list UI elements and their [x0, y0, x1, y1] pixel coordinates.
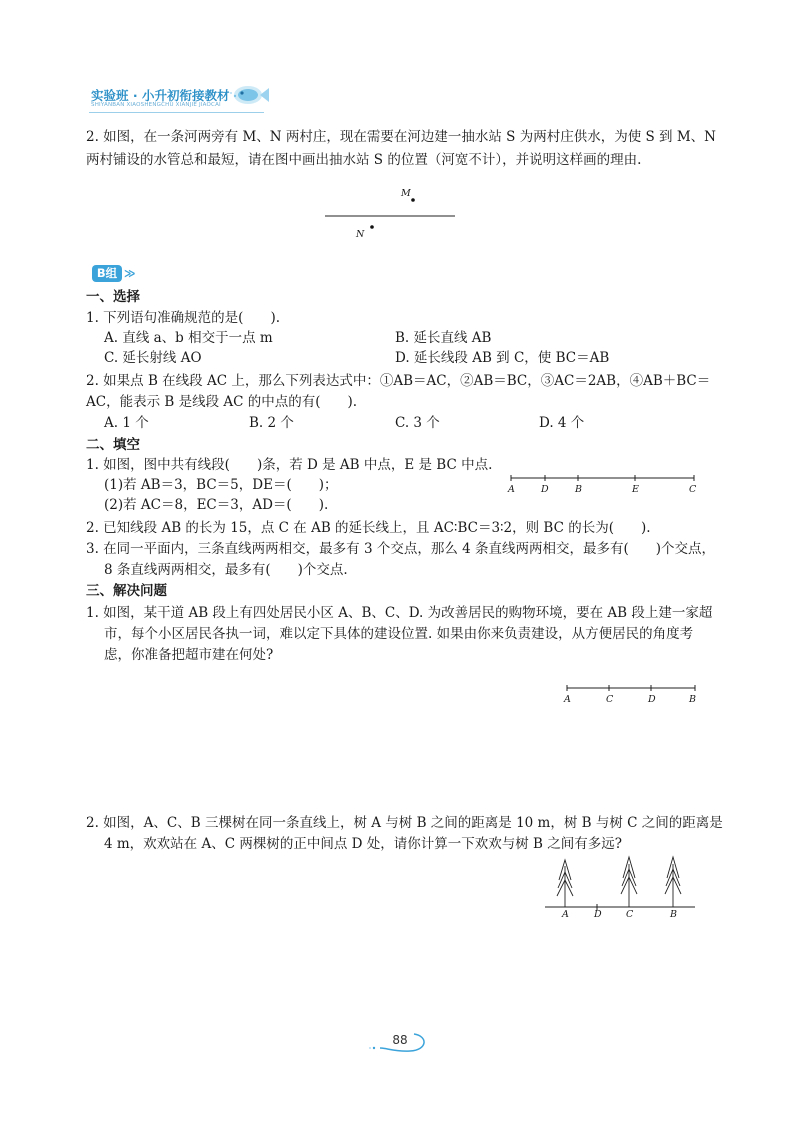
header-title: 实验班 · 小升初衔接教材 — [91, 88, 230, 103]
option-d: D. 4 个 — [539, 415, 585, 431]
point-label: A — [562, 909, 569, 920]
group-badge: B组 — [92, 265, 122, 282]
header-rule — [89, 112, 264, 113]
question-text: 8 条直线两两相交，最多有( )个交点. — [104, 562, 348, 578]
point-label: D — [541, 484, 549, 495]
question-text: 4 m，欢欢站在 A、C 两棵树的正中间点 D 处，请你计算一下欢欢与树 B 之间有多远? — [104, 836, 622, 852]
question-text: 2. 如图，A、C、B 三棵树在同一条直线上，树 A 与树 B 之间的距离是 10 m，树 B 与树 C 之间的距离是 — [86, 815, 723, 831]
option-a: A. 直线 a、b 相交于一点 m — [104, 330, 273, 346]
option-c: C. 3 个 — [395, 415, 440, 431]
question-text: 市，每个小区居民各执一词，难以定下具体的建设位置. 如果由你来负责建设，从方便居民的角度考 — [104, 626, 694, 642]
option-d: D. 延长线段 AB 到 C，使 BC＝AB — [395, 350, 610, 366]
point-label: B — [575, 484, 582, 495]
question-text: 2. 如图，在一条河两旁有 M、N 两村庄，现在需要在河边建一抽水站 S 为两村庄供水，为使 S 到 M、N — [86, 129, 716, 145]
road-figure — [562, 682, 702, 694]
question-text: 虑，你准备把超市建在何处? — [104, 647, 274, 663]
option-b: B. 延长直线 AB — [395, 330, 492, 346]
point-label: C — [689, 484, 697, 495]
option-b: B. 2 个 — [249, 415, 294, 431]
section-heading: 一、选择 — [86, 289, 140, 305]
point-label: B — [670, 909, 677, 920]
segment-figure — [506, 472, 700, 484]
point-label: C — [626, 909, 634, 920]
option-c: C. 延长射线 AO — [104, 350, 202, 366]
point-label-n: N — [356, 229, 365, 240]
point-label: D — [648, 694, 656, 705]
tree-icon — [621, 857, 637, 907]
page-number: 88 — [392, 1033, 408, 1047]
point-label: D — [594, 909, 602, 920]
question-text: (1)若 AB＝3，BC＝5，DE＝( )； — [104, 477, 338, 493]
section-heading: 三、解决问题 — [86, 583, 167, 599]
question-text: 2. 如果点 B 在线段 AC 上，那么下列表达式中：①AB＝AC，②AB＝BC，③AC＝2AB，④AB＋BC＝ — [86, 373, 711, 389]
fish-logo-icon — [226, 82, 270, 108]
tree-icon — [557, 860, 573, 907]
trees-figure — [540, 852, 700, 914]
point-label-m: M — [401, 188, 411, 199]
question-text: 1. 如图，某干道 AB 段上有四处居民小区 A、B、C、D. 为改善居民的购物环境，要在 AB 段上建一家超 — [86, 605, 713, 621]
question-text: 1. 如图，图中共有线段( )条，若 D 是 AB 中点，E 是 BC 中点. — [86, 457, 493, 473]
point-label: C — [606, 694, 614, 705]
header-subtitle: SHIYANBAN XIAOSHENGCHU XIANJIE JIAOCAI — [91, 102, 221, 108]
point-label: B — [689, 694, 696, 705]
section-heading: 二、填空 — [86, 437, 140, 453]
question-text: 两村铺设的水管总和最短，请在图中画出抽水站 S 的位置（河宽不计），并说明这样画的理由. — [86, 152, 642, 168]
tree-icon — [665, 857, 681, 907]
question-text: 2. 已知线段 AB 的长为 15，点 C 在 AB 的延长线上，且 AC∶BC＝3∶2，则 BC 的长为( ). — [86, 520, 651, 536]
question-text: AC，能表示 B 是线段 AC 的中点的有( ). — [86, 394, 358, 410]
point-label: A — [508, 484, 515, 495]
option-a: A. 1 个 — [104, 415, 149, 431]
point-label: A — [564, 694, 571, 705]
question-text: (2)若 AC＝8，EC＝3，AD＝( ). — [104, 497, 329, 513]
double-chevron-icon: ≫ — [124, 267, 136, 280]
question-text: 3. 在同一平面内，三条直线两两相交，最多有 3 个交点，那么 4 条直线两两相交，最多有( )个交点， — [86, 541, 716, 557]
river-figure — [320, 183, 460, 243]
point-label: E — [632, 484, 639, 495]
question-text: 1. 下列语句准确规范的是( ). — [86, 310, 280, 326]
